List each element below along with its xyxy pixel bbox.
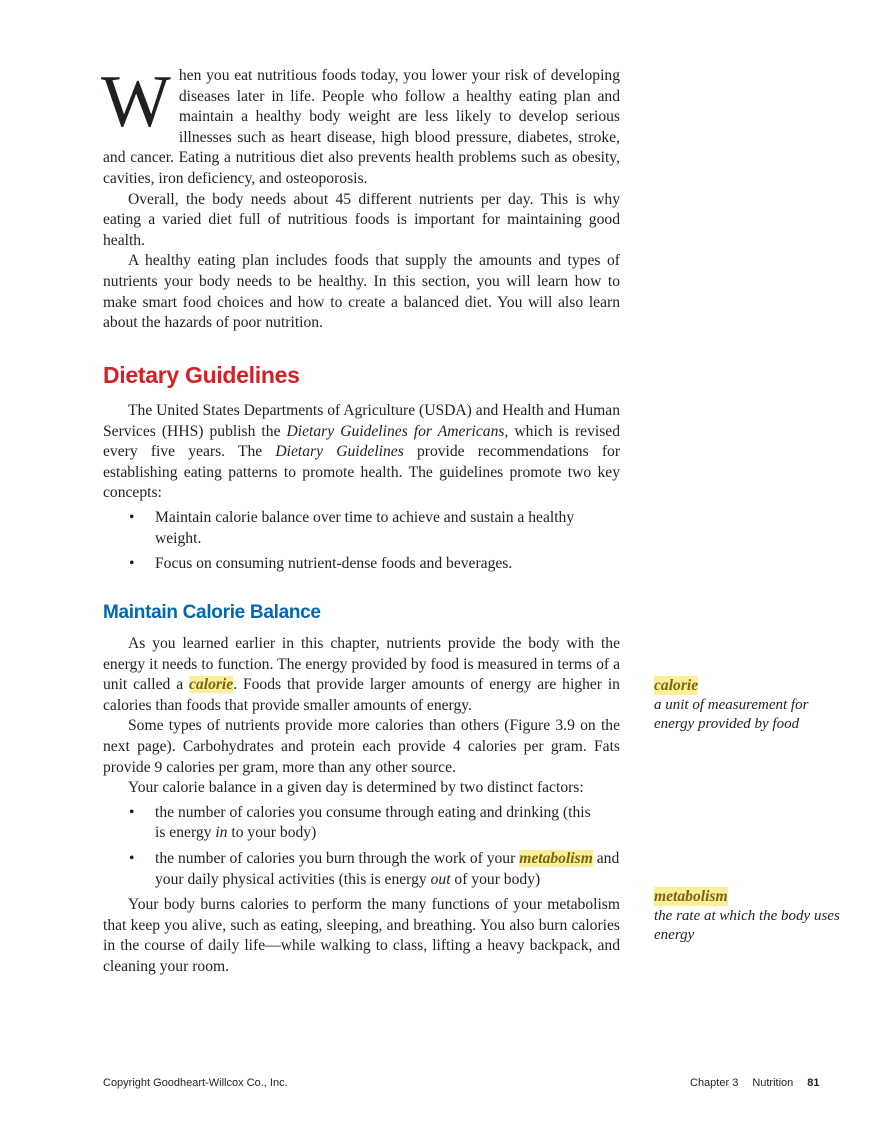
list-item: • the number of calories you consume through eating and drinking (this is energy in to your body) xyxy=(129,803,591,842)
calorie-section xyxy=(103,634,620,978)
intro-section xyxy=(101,61,620,334)
bullet-icon: • xyxy=(129,508,135,526)
drop-cap: W xyxy=(101,61,171,143)
glossary-entry-metabolism xyxy=(654,887,844,945)
dietary-paragraph: The United States Departments of Agriculture (USDA) and Health and Human Services (HHS) publish the Dietary Guidelines for Americans, which is revised every five years. The Dietary Guidelines provide recommendations for establishing eating patterns to promote health. The guidelines promote two key concepts: xyxy=(103,402,621,502)
key-term-metabolism: metabolism xyxy=(519,849,593,867)
intro-paragraph-2: Overall, the body needs about 45 different nutrients per day. This is why eating a varied diet full of nutritious foods is important for maintaining good health. xyxy=(103,190,620,249)
glossary-definition: the rate at which the body uses energy xyxy=(654,908,840,943)
chapter-label: Chapter 3 xyxy=(690,1077,739,1089)
copyright-notice: Copyright Goodheart-Willcox Co., Inc. xyxy=(103,1077,288,1089)
bullet-icon: • xyxy=(129,555,135,573)
page-number: 81 xyxy=(807,1077,820,1089)
calorie-paragraph-3: Your calorie balance in a given day is determined by two distinct factors: xyxy=(128,779,584,797)
running-footer xyxy=(690,1077,820,1089)
dietary-section xyxy=(103,401,620,580)
bullet-icon: • xyxy=(129,849,135,867)
calorie-paragraph-1: As you learned earlier in this chapter, nutrients provide the body with the energy it needs to function. The energy provided by food is measured in terms of a unit called a calorie. Foods that provide larger amounts of energy are higher in calories than foods that provide smaller amounts of energy. xyxy=(103,635,620,714)
glossary-term: calorie xyxy=(654,677,699,694)
calorie-factors-list xyxy=(103,803,620,890)
calorie-paragraph-4: Your body burns calories to perform the many functions of your metabolism that keep you alive, such as eating, sleeping, and breathing. You also burn calories in the course of daily life—while walking to class, lifting a heavy backpack, and cleaning your room. xyxy=(103,896,620,975)
key-term-calorie: calorie xyxy=(189,676,234,694)
key-concepts-list xyxy=(103,508,620,575)
list-item: • Focus on consuming nutrient-dense foods and beverages. xyxy=(103,554,595,575)
chapter-title: Nutrition xyxy=(752,1077,794,1089)
list-item: • Maintain calorie balance over time to achieve and sustain a healthy weight. xyxy=(129,508,575,547)
subsection-heading-calorie-balance: Maintain Calorie Balance xyxy=(103,602,321,623)
intro-paragraph-3: A healthy eating plan includes foods that supply the amounts and types of nutrients your body needs to be healthy. In this section, you will learn how to make smart food choices and how to create a balanced diet. You will also learn about the hazards of poor nutrition. xyxy=(103,252,620,332)
book-title-short: Dietary Guidelines xyxy=(275,443,404,461)
glossary-definition: a unit of measurement for energy provided by food xyxy=(654,697,809,732)
intro-text: hen you eat nutritious foods today, you lower your risk of developing diseases later in life. People who follow a healthy eating plan and maintain a healthy body weight are less likely to develop serious illnesses such as heart disease, high blood pressure, diabetes, stroke, and cancer. Eating a nutritious diet also prevents health problems such as obesity, cavities, iron deficiency, and osteoporosis. xyxy=(103,67,620,187)
glossary-entry-calorie xyxy=(654,676,844,734)
intro-paragraph-1 xyxy=(101,61,620,190)
glossary-term: metabolism xyxy=(654,888,728,905)
book-title: Dietary Guidelines for Americans xyxy=(286,422,505,440)
list-item: • the number of calories you burn through the work of your metabolism and your daily physical activities (this is energy out of your body) xyxy=(129,849,620,888)
section-heading-dietary-guidelines: Dietary Guidelines xyxy=(103,362,300,388)
calorie-paragraph-2: Some types of nutrients provide more calories than others (Figure 3.9 on the next page). Carbohydrates and protein each provide 4 calories per gram. Fats provide 9 calories per gram, more than any other source. xyxy=(103,717,620,776)
bullet-icon: • xyxy=(129,803,135,821)
